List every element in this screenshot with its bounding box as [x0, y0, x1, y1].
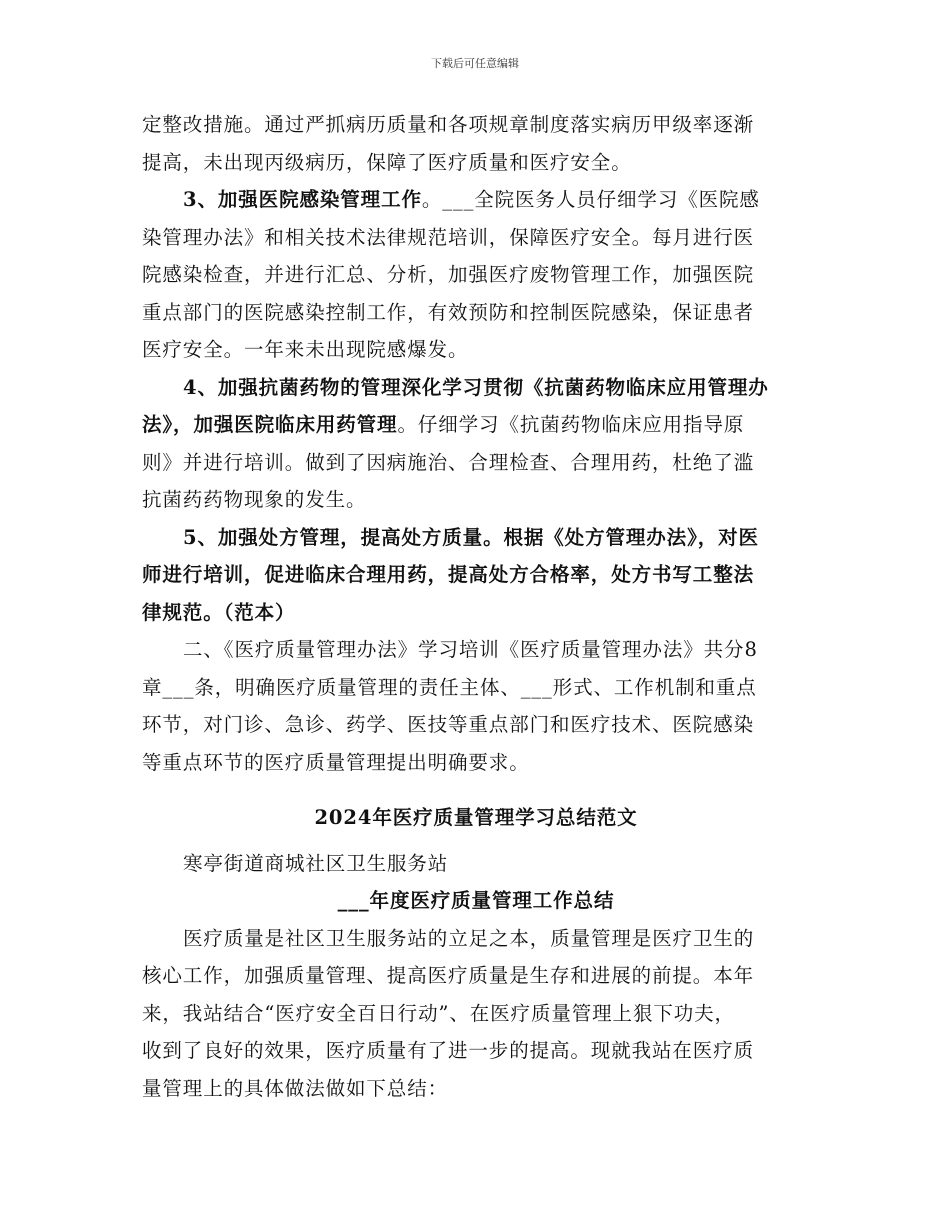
text-line: 二、《医疗质量管理办法》学习培训《医疗质量管理办法》共分8 [183, 638, 758, 661]
sub-title: ___年度医疗质量管理工作总结 [337, 889, 615, 912]
text-line: 环节，对门诊、急诊、药学、医技等重点部门和医疗技术、医院感染 [142, 713, 755, 736]
spacer [142, 781, 810, 799]
text-line: 则》并进行培训。做到了因病施治、合理检查、合理用药，杜绝了滥 [142, 450, 755, 474]
org-line: 寒亭街道商城社区卫生服务站 [183, 851, 449, 875]
text-line: 医疗安全。一年来未出现院感爆发。 [142, 338, 469, 361]
text-line: 提高，未出现丙级病历，保障了医疗质量和医疗安全。 [142, 150, 632, 174]
bold-lead: 3、加强医院感染管理工作 [183, 188, 422, 211]
paragraph-block-1 [142, 106, 810, 781]
text-line: 师进行培训，促进临床合理用药，提高处方合格率，处方书写工整法 [142, 563, 755, 586]
text-line: 来，我站结合“医疗安全百日行动”、在医疗质量管理上狠下功夫， [142, 1001, 735, 1025]
text-line: 收到了良好的效果，医疗质量有了进一步的提高。现就我站在医疗质 [142, 1039, 755, 1062]
text-line: 抗菌药药物现象的发生。 [142, 488, 367, 511]
paragraph-block-2 [142, 920, 810, 1108]
text-line: 医疗质量是社区卫生服务站的立足之本，质量管理是医疗卫生的 [183, 926, 755, 950]
section-title: 2024年医疗质量管理学习总结范文 [314, 806, 638, 829]
text-line: 5、加强处方管理，提高处方质量。根据《处方管理办法》，对医 [183, 525, 759, 549]
document-body [142, 106, 810, 1107]
text-line: 章___条，明确医疗质量管理的责任主体、___形式、工作机制和重点 [142, 675, 757, 699]
text-line: 4、加强抗菌药物的管理深化学习贯彻《抗菌药物临床应用管理办 [183, 375, 769, 399]
text-line: 量管理上的具体做法做如下总结： [142, 1076, 449, 1100]
text-line: 院感染检查，并进行汇总、分析，加强医疗废物管理工作，加强医院 [142, 263, 755, 286]
page-header: 下载后可任意编辑 [431, 57, 519, 70]
text-line: 重点部门的医院感染控制工作，有效预防和控制医院感染，保证患者 [142, 300, 755, 324]
bold-lead: 法》，加强医院临床用药管理 [142, 413, 398, 436]
text-line: 等重点环节的医疗质量管理提出明确要求。 [142, 750, 530, 774]
text-line: 3、加强医院感染管理工作。___全院医务人员仔细学习《医院感 [183, 188, 760, 211]
text-line: 法》，加强医院临床用药管理。仔细学习《抗菌药物临床应用指导原 [142, 413, 745, 436]
text-line: 律规范。（范本） [142, 600, 296, 624]
spacer [142, 837, 810, 845]
text-line: 核心工作，加强质量管理、提高医疗质量是生存和进展的前提。本年 [142, 964, 755, 987]
text-line: 定整改措施。通过严抓病历质量和各项规章制度落实病历甲级率逐渐 [142, 113, 755, 136]
text-line: 染管理办法》和相关技术法律规范培训，保障医疗安全。每月进行医 [142, 225, 755, 249]
